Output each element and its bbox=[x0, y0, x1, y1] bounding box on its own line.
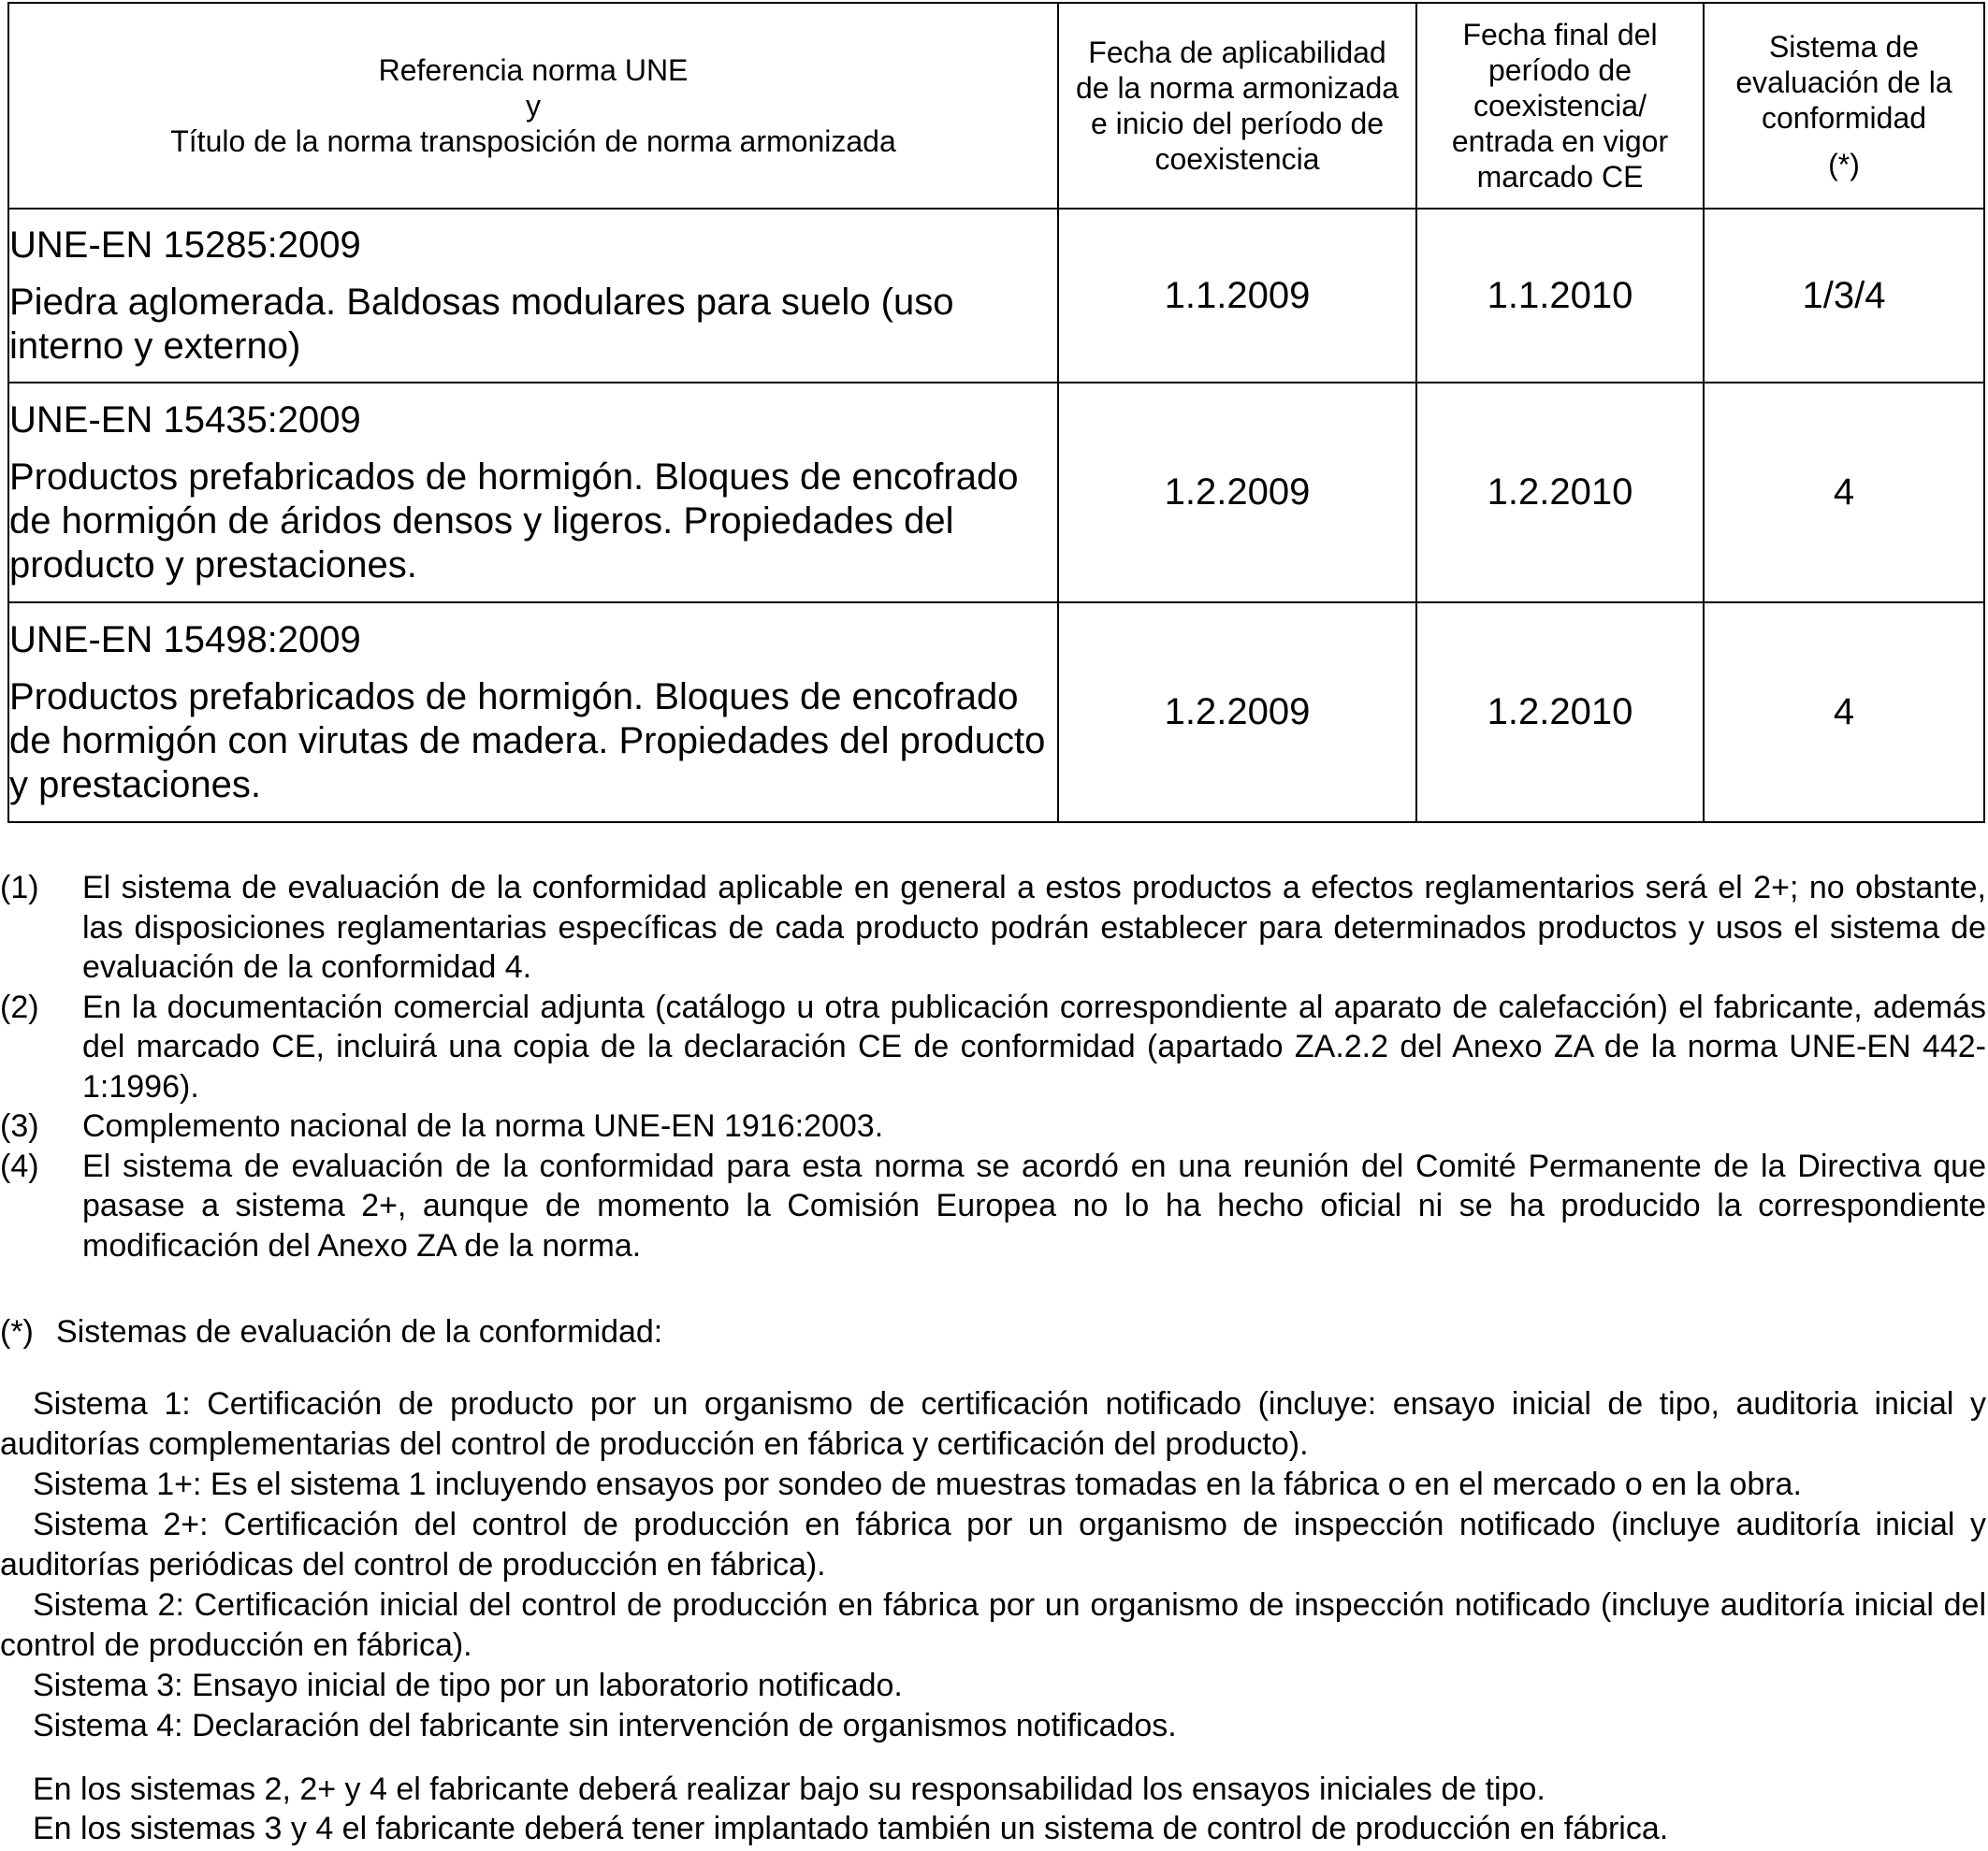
header-text: de la norma armonizada bbox=[1075, 71, 1400, 105]
footnote-text: En la documentación comercial adjunta (catálogo u otra publicación correspondiente al aparato de calefacción) el fabricante, además del marcado CE, incluirá una copia de la declaración CE de conformidad (apartado ZA.2.2 del Anexo ZA de la norma UNE-EN 442-1:1996). bbox=[82, 989, 1986, 1105]
end-date: 1.1.2010 bbox=[1416, 209, 1704, 383]
final-note: En los sistemas 3 y 4 el fabricante deberá tener implantado también un sistema de control de producción en fábrica. bbox=[33, 1811, 1669, 1846]
system-description: Sistema 2: Certificación inicial del control de producción en fábrica por un organismo de inspección notificado (incluye auditoría inicial del control de producción en fábrica). bbox=[0, 1587, 1986, 1663]
footnote-number: (3) bbox=[0, 1108, 39, 1144]
header-text: Sistema de bbox=[1768, 30, 1920, 64]
footnote-text: El sistema de evaluación de la conformidad para esta norma se acordó en una reunión del Comité Permanente de la Directiva que pasase a sistema 2+, aunque de momento la Comisión Europea no lo ha hecho oficial ni se ha producido la correspondiente modificación del Anexo ZA de la norma. bbox=[82, 1148, 1986, 1264]
system-description: Sistema 1: Certificación de producto por un organismo de certificación notificado (incluye: ensayo inicial de tipo, auditoria inicial y auditorías complementarias del control de producción en fábrica y certificación del producto). bbox=[0, 1386, 1986, 1462]
start-date: 1.2.2009 bbox=[1058, 383, 1416, 602]
header-text: marcado CE bbox=[1476, 160, 1644, 194]
table-row bbox=[8, 383, 1984, 602]
header-text: coexistencia/ bbox=[1473, 89, 1647, 123]
start-date: 1.1.2009 bbox=[1058, 209, 1416, 383]
header-text: coexistencia bbox=[1154, 142, 1320, 176]
evaluation-system: 1/3/4 bbox=[1704, 209, 1984, 383]
standard-title: Productos prefabricados de hormigón. Bloques de encofrado de hormigón con virutas de madera. Propiedades del producto y prestaciones. bbox=[9, 675, 1046, 805]
system-description: Sistema 1+: Es el sistema 1 incluyendo ensayos por sondeo de muestras tomadas en la fábrica o en el mercado o en la obra. bbox=[33, 1467, 1802, 1502]
header-text: conformidad bbox=[1761, 101, 1927, 135]
header-text: entrada en vigor bbox=[1451, 124, 1669, 158]
header-text: evaluación de la bbox=[1735, 65, 1952, 99]
header-end-date bbox=[1416, 3, 1704, 209]
table-header-row bbox=[8, 3, 1984, 209]
evaluation-system: 4 bbox=[1704, 602, 1984, 822]
header-text: Fecha de aplicabilidad bbox=[1088, 36, 1386, 69]
header-reference-title bbox=[8, 3, 1058, 209]
systems-heading-text: Sistemas de evaluación de la conformidad: bbox=[56, 1314, 663, 1350]
end-date: 1.2.2010 bbox=[1416, 383, 1704, 602]
evaluation-system: 4 bbox=[1704, 383, 1984, 602]
table-row bbox=[8, 209, 1984, 383]
footnote bbox=[0, 1106, 1988, 1147]
header-text: y bbox=[526, 89, 541, 123]
standard-reference: UNE-EN 15435:2009 bbox=[9, 398, 361, 441]
standard-reference: UNE-EN 15285:2009 bbox=[9, 224, 361, 266]
footnote bbox=[0, 868, 1988, 988]
table-row bbox=[8, 602, 1984, 822]
systems-heading-marker: (*) bbox=[0, 1314, 34, 1350]
footnote-number: (4) bbox=[0, 1148, 39, 1184]
final-notes bbox=[0, 1770, 1988, 1848]
system-description: Sistema 3: Ensayo inicial de tipo por un laboratorio notificado. bbox=[33, 1668, 903, 1703]
header-text: Título de la norma transposición de norma armonizada bbox=[170, 124, 896, 158]
standard-cell bbox=[8, 383, 1058, 602]
footnote-text: Complemento nacional de la norma UNE-EN 1916:2003. bbox=[82, 1108, 884, 1144]
footnote-number: (2) bbox=[0, 989, 39, 1025]
standard-cell bbox=[8, 209, 1058, 383]
start-date: 1.2.2009 bbox=[1058, 602, 1416, 822]
standard-title: Piedra aglomerada. Baldosas modulares para suelo (uso interno y externo) bbox=[9, 281, 954, 367]
header-text: Referencia norma UNE bbox=[378, 53, 689, 87]
final-note: En los sistemas 2, 2+ y 4 el fabricante deberá realizar bajo su responsabilidad los ensayos iniciales de tipo. bbox=[33, 1771, 1545, 1807]
header-text: período de bbox=[1487, 53, 1632, 87]
systems-heading bbox=[0, 1312, 662, 1352]
systems-list bbox=[0, 1384, 1988, 1746]
footnotes bbox=[0, 868, 1988, 1265]
standard-title: Productos prefabricados de hormigón. Bloques de encofrado de hormigón de áridos densos y ligeros. Propiedades del producto y prestaciones. bbox=[9, 456, 1019, 586]
standard-reference: UNE-EN 15498:2009 bbox=[9, 618, 361, 660]
standards-table bbox=[7, 2, 1985, 823]
footnote bbox=[0, 988, 1988, 1107]
header-system bbox=[1704, 3, 1984, 209]
header-text: e inicio del período de bbox=[1090, 107, 1385, 140]
footnote-text: El sistema de evaluación de la conformidad aplicable en general a estos productos a efectos reglamentarios será el 2+; no obstante, las disposiciones reglamentarias específicas de cada producto podrán establecer para determinados productos y usos el sistema de evaluación de la conformidad 4. bbox=[82, 870, 1986, 985]
standard-cell bbox=[8, 602, 1058, 822]
header-start-date bbox=[1058, 3, 1416, 209]
footnote-number: (1) bbox=[0, 870, 39, 905]
end-date: 1.2.2010 bbox=[1416, 602, 1704, 822]
footnote bbox=[0, 1147, 1988, 1266]
system-description: Sistema 4: Declaración del fabricante sin intervención de organismos notificados. bbox=[33, 1708, 1177, 1743]
header-text: (*) bbox=[1828, 148, 1860, 181]
header-text: Fecha final del bbox=[1462, 18, 1658, 51]
system-description: Sistema 2+: Certificación del control de producción en fábrica por un organismo de inspección notificado (incluye auditoría inicial y auditorías periódicas del control de producción en fábrica). bbox=[0, 1507, 1986, 1583]
